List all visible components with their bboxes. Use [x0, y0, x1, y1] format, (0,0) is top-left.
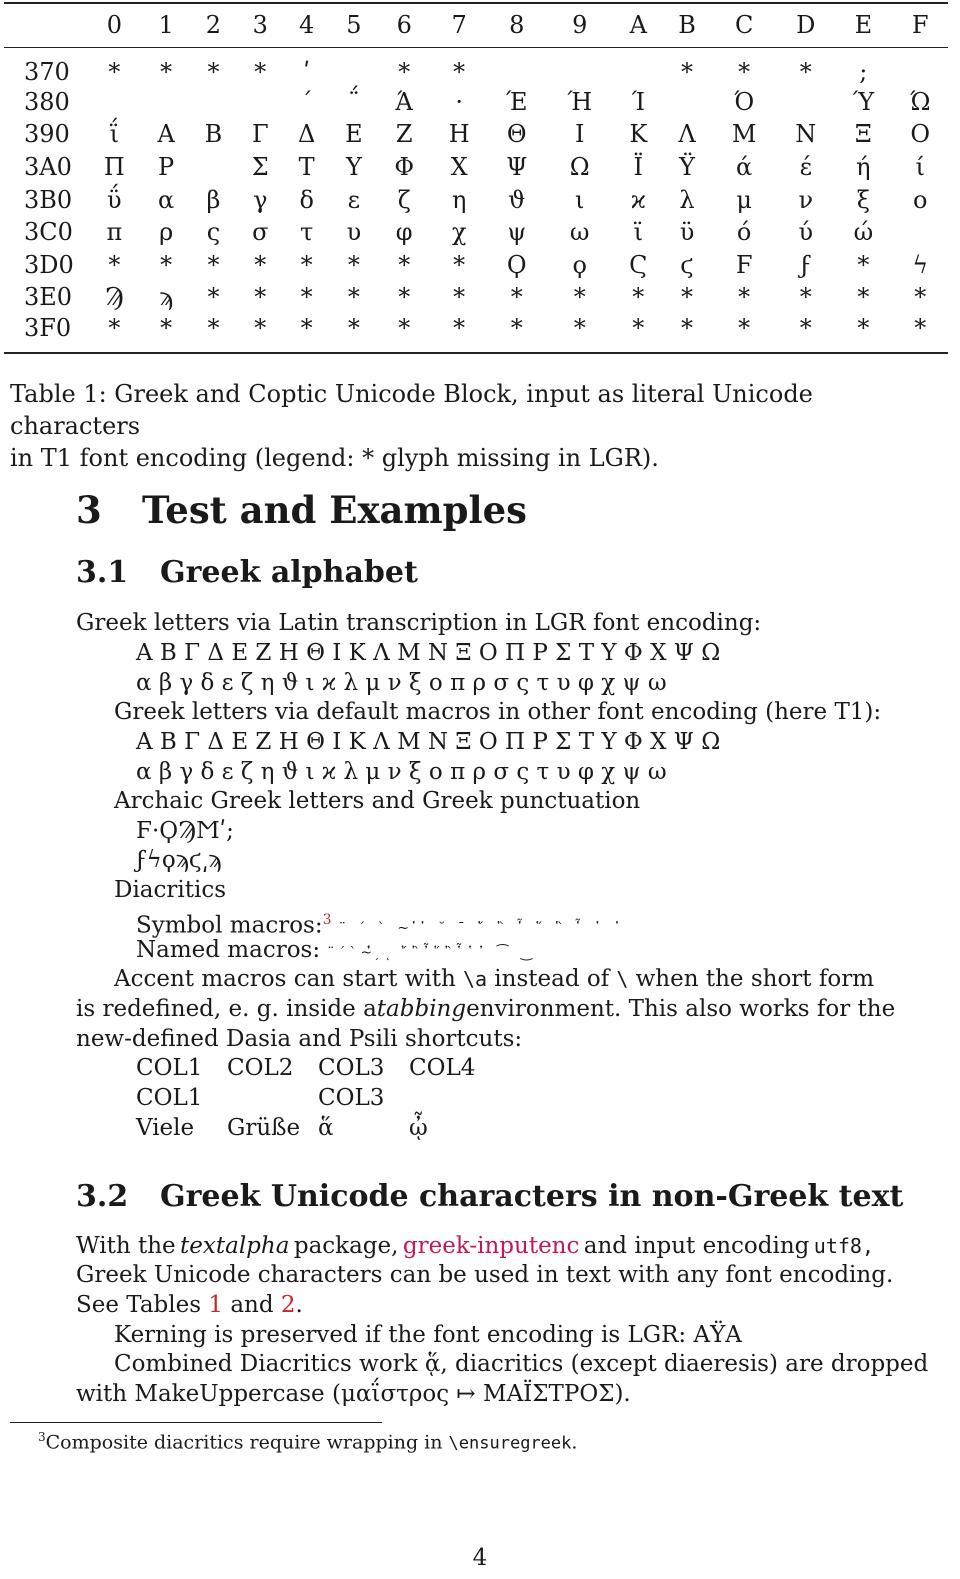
table-cell: Ύ	[852, 87, 875, 116]
table-cell: *	[799, 313, 812, 342]
row-header: 370	[24, 57, 70, 86]
tab-cell: Grüße	[227, 1115, 301, 1141]
table-cell: *	[347, 313, 360, 342]
table-cell: ύ	[798, 218, 814, 247]
tabbing-row-2	[136, 1083, 500, 1113]
table-cell: ϟ	[912, 250, 929, 279]
table-cell: ν	[798, 185, 814, 214]
table-cell: ό	[736, 218, 752, 247]
table-cell: σ	[252, 218, 269, 247]
table-cell	[488, 47, 546, 86]
symbol-macros-label: Symbol macros:	[136, 912, 323, 939]
table-cell	[143, 86, 190, 119]
tab-cell: COL3	[318, 1055, 385, 1081]
text: See Tables	[76, 1292, 202, 1318]
table-cell: Η	[448, 120, 470, 149]
table-cell: Ε	[345, 120, 363, 149]
diacritics-label: Diacritics	[114, 877, 227, 903]
table-header-row	[4, 3, 948, 47]
table-cell: ψ	[507, 218, 527, 247]
table-cell: ;	[859, 57, 868, 86]
default-uppercase: Α Β Γ Δ Ε Ζ Η Θ Ι Κ Λ Μ Ν Ξ Ο Π Ρ Σ Τ Υ Φ Χ Ψ Ω	[136, 729, 721, 755]
table-cell: Ϝ	[735, 250, 753, 279]
table-cell: Ι	[574, 120, 585, 149]
table-row	[4, 47, 948, 86]
section-heading	[76, 488, 527, 532]
table-cell: *	[738, 313, 751, 342]
table-cell: *	[300, 250, 313, 279]
table-cell: *	[347, 250, 360, 279]
table-cell: *	[453, 57, 466, 86]
table-cell: Ϛ	[629, 250, 648, 279]
tab-cell: Viele	[136, 1115, 195, 1141]
column-header: 5	[346, 11, 362, 40]
table-cell: *	[398, 250, 411, 279]
greek-inputenc-link[interactable]: greek-inputenc	[402, 1233, 580, 1259]
default-macros-intro: Greek letters via default macros in other font encoding (here T1):	[114, 699, 882, 725]
footnote-code: \ensuregreek	[448, 1433, 572, 1454]
table-cell: χ	[451, 218, 467, 247]
page-number: 4	[472, 1545, 488, 1571]
table-cell: Σ	[251, 152, 269, 181]
greek-coptic-unicode-table	[4, 2, 948, 354]
column-header: A	[629, 11, 647, 40]
table-cell: *	[632, 313, 645, 342]
table-cell: *	[914, 283, 927, 312]
caption-line-1: Table 1: Greek and Coptic Unicode Block, input as literal Unicode characters	[10, 380, 813, 440]
table-row	[4, 183, 948, 216]
table-cell: *	[681, 313, 694, 342]
table-cell	[663, 86, 711, 119]
footnote-mark[interactable]: 3	[322, 912, 332, 928]
table-cell: Έ	[505, 87, 528, 116]
footnote-end: .	[571, 1431, 578, 1454]
row-header: 3C0	[24, 218, 73, 247]
subsection-heading-greek-alphabet	[76, 555, 418, 590]
table-cell: ϋ	[679, 218, 695, 247]
table-cell	[86, 86, 143, 119]
table-cell: ϑ	[508, 185, 526, 214]
caption-line-2: in T1 font encoding (legend: * glyph missing in LGR).	[10, 444, 659, 472]
table-cell: *	[207, 283, 220, 312]
table-cell: π	[106, 218, 123, 247]
table-cell: Β	[204, 120, 223, 149]
accent-line-1	[114, 964, 874, 994]
accent-text-3: when the short form	[635, 966, 874, 992]
text: package,	[293, 1233, 399, 1259]
textalpha-word: textalpha	[180, 1233, 290, 1259]
table-cell: γ	[253, 185, 268, 214]
table-cell: ϰ	[630, 185, 646, 214]
table-cell: *	[254, 57, 267, 86]
accent-text-2: instead of	[494, 966, 610, 992]
table-cell: Κ	[629, 120, 648, 149]
table-cell: ϙ	[572, 250, 587, 279]
tab-cell: COL1	[136, 1085, 203, 1111]
table-caption	[10, 378, 950, 474]
accent-line-2a: is redefined, e. g. inside a	[76, 996, 377, 1022]
table-cell	[237, 86, 283, 119]
tab-cell: ᾦ	[409, 1115, 428, 1141]
table-cell: ξ	[856, 185, 870, 214]
table-cell: Μ	[731, 120, 757, 149]
table-cell: *	[799, 283, 812, 312]
table-cell: *	[207, 250, 220, 279]
table-cell: Ρ	[158, 152, 175, 181]
table-cell: *	[510, 313, 523, 342]
table-ref-2[interactable]: 2	[280, 1292, 296, 1318]
table-cell	[330, 47, 377, 86]
footnote	[38, 1430, 577, 1453]
column-header: 3	[252, 11, 268, 40]
table-cell: τ	[300, 218, 314, 247]
table-row	[4, 248, 948, 281]
body2-line-3	[76, 1290, 303, 1320]
text: With the	[76, 1233, 176, 1259]
table-cell: *	[573, 283, 586, 312]
table-cell: Ψ	[506, 152, 528, 181]
table-cell: λ	[679, 185, 695, 214]
archaic-intro: Archaic Greek letters and Greek punctuation	[114, 788, 641, 814]
table-cell: Λ	[678, 120, 696, 149]
row-header: 3A0	[24, 152, 72, 181]
table-cell	[190, 151, 238, 184]
table-cell: Ω	[569, 152, 590, 181]
table-cell: δ	[299, 185, 314, 214]
table-cell: *	[681, 57, 694, 86]
section-number: 3	[76, 488, 102, 532]
table-cell: ρ	[159, 218, 174, 247]
column-header: 8	[509, 11, 525, 40]
table-cell: Ή	[567, 87, 593, 116]
table-cell: ϛ	[680, 250, 694, 279]
column-header: 2	[205, 11, 222, 40]
table-cell: ώ	[853, 218, 874, 247]
tabbing-row-1	[136, 1053, 500, 1083]
table-header	[4, 3, 948, 47]
table-cell: *	[632, 283, 645, 312]
table-ref-1[interactable]: 1	[208, 1292, 224, 1318]
accent-text-1: Accent macros can start with	[114, 966, 456, 992]
table-cell: Δ	[298, 120, 316, 149]
column-header: F	[911, 11, 929, 40]
accent-code-a: \a	[463, 967, 488, 991]
table-cell	[546, 47, 613, 86]
table-cell: μ	[736, 185, 752, 214]
table-cell: Ϋ	[679, 152, 695, 181]
table-row	[4, 86, 948, 119]
body2-line-4: Kerning is preserved if the font encoding is LGR: ΑΫΑ	[114, 1322, 742, 1348]
footnote-rule	[10, 1422, 382, 1423]
table-cell: Φ	[394, 152, 415, 181]
table-cell: Ν	[795, 120, 817, 149]
table-cell: Ά	[395, 87, 413, 116]
table-cell: *	[207, 313, 220, 342]
tabbing-word: tabbing	[376, 996, 467, 1022]
table-cell: *	[573, 313, 586, 342]
table-cell: ς	[206, 218, 221, 247]
table-cell: Α	[157, 120, 175, 149]
table-cell: ·	[455, 87, 463, 116]
table-cell	[190, 86, 238, 119]
table-cell: *	[453, 313, 466, 342]
tab-cell: COL3	[318, 1085, 385, 1111]
column-header: E	[854, 11, 873, 40]
footnote-text: Composite diacritics require wrapping in	[45, 1431, 443, 1454]
table-cell: ζ	[397, 185, 411, 214]
body2-line-2: Greek Unicode characters can be used in text with any font encoding.	[76, 1262, 894, 1288]
column-header: 9	[572, 11, 588, 40]
column-header: C	[734, 11, 754, 40]
table-cell: *	[738, 283, 751, 312]
table-cell: Ό	[734, 87, 755, 116]
table-cell: Γ	[251, 120, 269, 149]
table-cell: *	[108, 57, 121, 86]
table-cell: Ί	[631, 87, 646, 116]
table-cell: *	[207, 57, 220, 86]
row-header: 3B0	[24, 185, 73, 214]
table-cell: *	[108, 250, 121, 279]
archaic-line-1: Ϝ·ϘϠϺʹ;	[136, 818, 234, 844]
named-macros-label: Named macros:	[136, 937, 321, 963]
tab-cell: COL2	[227, 1055, 294, 1081]
tab-cell: ἅ	[318, 1115, 334, 1141]
table-cell: *	[398, 313, 411, 342]
table-cell: *	[254, 313, 267, 342]
text: and input encoding	[583, 1233, 810, 1259]
row-header: 3E0	[24, 283, 73, 312]
table-cell: ί	[915, 152, 925, 181]
table-cell: Ϊ	[633, 152, 644, 181]
named-macros-glyphs: ¨´`~̔̓ ̦ ͅ ῎῍῏῞῝῟῾᾿ ⁀ ‿	[327, 945, 536, 961]
table-row	[4, 216, 948, 249]
subsection-title: Greek Unicode characters in non-Greek text	[160, 1179, 904, 1214]
body2-line-6: with MakeUppercase (μαΐστρος ↦ ΜΑΪΣΤΡΟΣ).	[76, 1381, 631, 1407]
subsection-heading-unicode	[76, 1179, 903, 1214]
column-header: 0	[106, 11, 122, 40]
table-cell: ο	[913, 185, 928, 214]
table-row	[4, 281, 948, 314]
accent-line-3: new-defined Dasia and Psili shortcuts:	[76, 1026, 523, 1052]
table-cell: *	[453, 283, 466, 312]
table-cell: ϊ	[633, 218, 643, 247]
table-cell: ΄	[300, 87, 313, 116]
table-cell: *	[857, 313, 870, 342]
table-cell: η	[451, 185, 467, 214]
column-header: 6	[396, 11, 412, 40]
table-cell: α	[158, 185, 175, 214]
table-cell: *	[160, 57, 173, 86]
table-cell: Ο	[910, 120, 931, 149]
table-cell: *	[510, 283, 523, 312]
table-cell: *	[108, 313, 121, 342]
table-cell: Ϡ	[104, 283, 124, 312]
body2-line-5: Combined Diacritics work ᾅ, diacritics (except diaeresis) are dropped	[114, 1351, 929, 1377]
table-cell: ΰ	[107, 185, 122, 214]
lgr-uppercase: Α Β Γ Δ Ε Ζ Η Θ Ι Κ Λ Μ Ν Ξ Ο Π Ρ Σ Τ Υ Φ Χ Ψ Ω	[136, 640, 721, 666]
table-cell: ϡ	[159, 283, 174, 312]
table-cell: *	[453, 250, 466, 279]
column-header: D	[796, 11, 816, 40]
table-cell: *	[398, 57, 411, 86]
subsection-number: 3.2	[76, 1179, 129, 1214]
row-header: 3F0	[24, 313, 72, 342]
table-cell: β	[206, 185, 221, 214]
table-cell	[893, 47, 949, 86]
table-cell: *	[300, 283, 313, 312]
unicode-table-container	[4, 2, 948, 354]
subsection-number: 3.1	[76, 555, 129, 590]
table-cell: *	[914, 313, 927, 342]
table-cell: *	[300, 313, 313, 342]
table-cell: *	[160, 313, 173, 342]
row-header: 390	[24, 120, 70, 149]
column-header: 4	[299, 11, 315, 40]
table-cell: ϝ	[800, 250, 812, 279]
table-cell: ω	[569, 218, 590, 247]
section-title: Test and Examples	[142, 488, 527, 532]
table-cell: Ϙ	[506, 250, 527, 279]
corner-cell	[4, 3, 86, 47]
accent-line-2c: environment. This also works for the	[466, 996, 896, 1022]
text: .	[295, 1292, 303, 1318]
tab-cell: COL1	[136, 1055, 203, 1081]
table-cell: *	[799, 57, 812, 86]
table-cell: ΅	[347, 87, 360, 116]
column-header: B	[678, 11, 696, 40]
accent-code-backslash: \	[616, 967, 629, 991]
tabbing-row-3	[136, 1113, 500, 1143]
table-cell: *	[857, 250, 870, 279]
table-cell: Π	[103, 152, 125, 181]
accent-line-2	[76, 994, 896, 1024]
utf8-code: utf8,	[813, 1234, 874, 1258]
table-cell: *	[398, 283, 411, 312]
table-cell: Θ	[506, 120, 527, 149]
table-cell: ʹ	[303, 57, 311, 86]
table-cell	[613, 47, 663, 86]
body2-line-1	[76, 1231, 874, 1261]
table-cell	[893, 216, 949, 249]
table-cell	[777, 86, 834, 119]
table-cell: έ	[799, 152, 813, 181]
table-row	[4, 151, 948, 184]
table-row	[4, 118, 948, 151]
table-cell: ι	[574, 185, 585, 214]
subsection-title: Greek alphabet	[160, 555, 418, 590]
table-cell: υ	[346, 218, 362, 247]
table-cell: ά	[736, 152, 753, 181]
table-cell: ΐ	[109, 120, 120, 149]
text: and	[230, 1292, 274, 1318]
table-cell: *	[681, 283, 694, 312]
footnote-number: 3	[38, 1430, 46, 1444]
table-cell: Χ	[450, 152, 468, 181]
tab-cell: COL4	[409, 1055, 476, 1081]
table-cell: *	[254, 283, 267, 312]
column-header: 7	[451, 11, 467, 40]
table-cell: Ξ	[854, 120, 872, 149]
table-cell: Υ	[345, 152, 362, 181]
table-cell: *	[347, 283, 360, 312]
table-cell: φ	[395, 218, 413, 247]
table-cell: ή	[856, 152, 871, 181]
lgr-lowercase: α β γ δ ε ζ η ϑ ι ϰ λ μ ν ξ ο π ρ σ ς τ υ φ χ ψ ω	[136, 670, 667, 696]
row-header: 3D0	[24, 250, 74, 279]
table-cell: Ζ	[395, 120, 413, 149]
table-cell: *	[160, 250, 173, 279]
table-cell: Τ	[298, 152, 315, 181]
lgr-intro: Greek letters via Latin transcription in LGR font encoding:	[76, 610, 762, 636]
archaic-line-2: ϝϟϙϡϛ͵ϡ	[136, 847, 222, 873]
symbol-macros-glyphs: ¨ ´ ` ~ ̔ ̓ ˘ ¯ ῎ ῍ ῏ ῞ ῝ ῟ ῾ ᾿	[338, 920, 625, 937]
table-cell: *	[857, 283, 870, 312]
table-cell: *	[254, 250, 267, 279]
table-cell: Ώ	[910, 87, 931, 116]
table-body	[4, 47, 948, 353]
row-header: 380	[24, 87, 70, 116]
column-header: 1	[158, 11, 174, 40]
table-cell: ε	[347, 185, 361, 214]
table-row	[4, 314, 948, 353]
table-cell: *	[738, 57, 751, 86]
default-lowercase: α β γ δ ε ζ η ϑ ι ϰ λ μ ν ξ ο π ρ σ ς τ υ φ χ ψ ω	[136, 759, 667, 785]
